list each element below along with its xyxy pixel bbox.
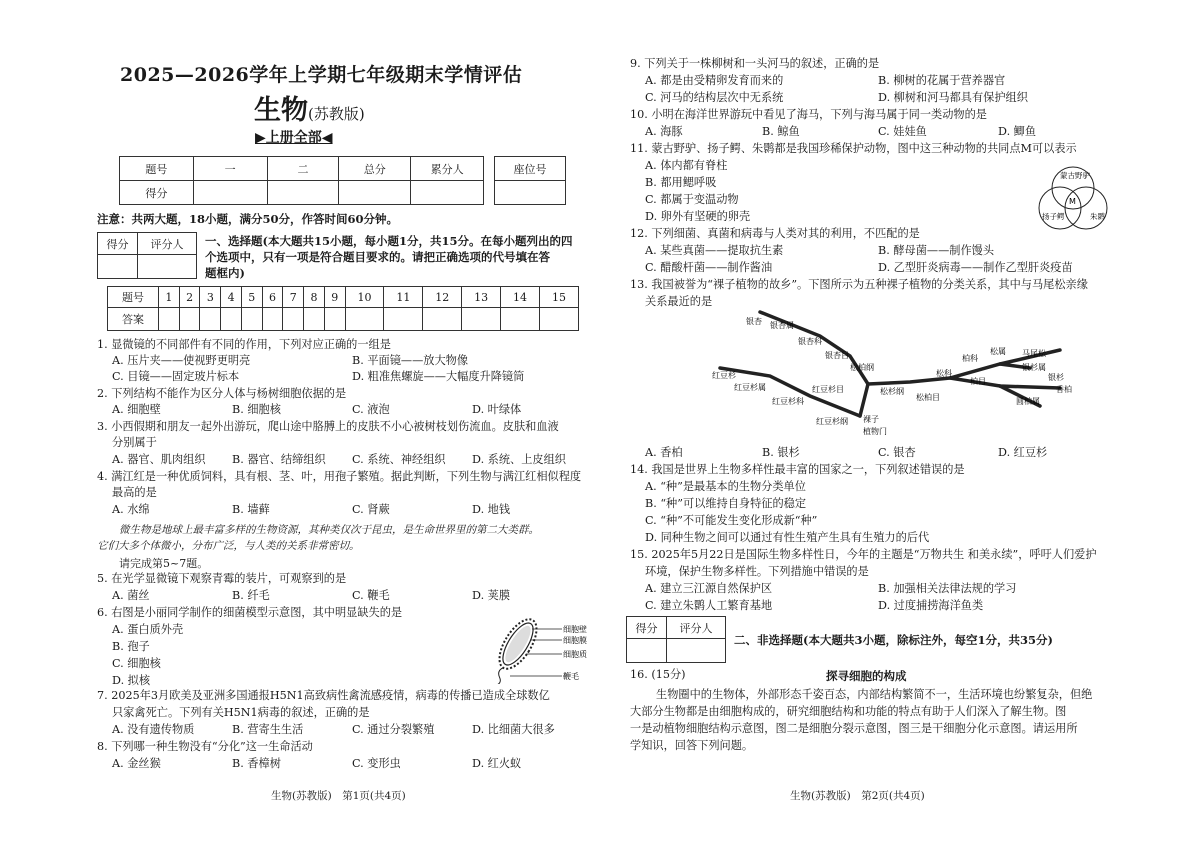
answer-number: 14 bbox=[501, 287, 540, 308]
q11-option-c[interactable]: C. 都属于变温动物 bbox=[645, 193, 739, 206]
tree-label: 柏科 bbox=[962, 354, 978, 363]
q14-option-c[interactable]: C. “种”不可能发生变化形成新“种” bbox=[645, 514, 818, 527]
grader-score-label: 得分 bbox=[627, 617, 667, 639]
q8-option-c[interactable]: C. 变形虫 bbox=[352, 757, 401, 770]
score-table-header: 二 bbox=[267, 157, 339, 181]
q4-option-a[interactable]: A. 水绵 bbox=[112, 503, 150, 516]
q1-option-b[interactable]: B. 平面镜——放大物像 bbox=[352, 354, 469, 367]
venn-label-wild-ass: 蒙古野驴 bbox=[1060, 171, 1090, 180]
tree-label: 红豆杉纲 bbox=[816, 417, 848, 426]
score-table-header: 一 bbox=[193, 157, 267, 181]
answer-cell[interactable] bbox=[384, 308, 423, 331]
right-page bbox=[600, 0, 1200, 849]
q4-option-d[interactable]: D. 地钱 bbox=[472, 503, 511, 516]
q1-option-a[interactable]: A. 压片夹——使视野更明亮 bbox=[112, 354, 251, 367]
q2-option-a[interactable]: A. 细胞壁 bbox=[112, 403, 161, 416]
answer-number: 8 bbox=[304, 287, 325, 308]
question-2: 2. 下列结构不能作为区分人体与杨树细胞依据的是 bbox=[97, 387, 347, 400]
section1-line1: 一、选择题(本大题共15小题，每小题1分，共15分。在每小题列出的四 bbox=[205, 234, 573, 248]
q12-option-d[interactable]: D. 乙型肝炎病毒——制作乙型肝炎疫苗 bbox=[878, 261, 1073, 274]
tree-label: 松杉纲 bbox=[880, 387, 904, 396]
score-table-header: 总分 bbox=[339, 157, 411, 181]
answer-number: 10 bbox=[345, 287, 384, 308]
tree-label: 银杉 bbox=[1048, 373, 1064, 382]
q2-option-b[interactable]: B. 细胞核 bbox=[232, 403, 281, 416]
q7-option-b[interactable]: B. 营寄生生活 bbox=[232, 723, 304, 736]
grader-person-cell[interactable] bbox=[137, 255, 196, 279]
seat-label: 座位号 bbox=[495, 157, 566, 181]
q11-option-b[interactable]: B. 都用鳃呼吸 bbox=[645, 176, 717, 189]
tree-label: 松属 bbox=[990, 347, 1006, 356]
answer-number: 6 bbox=[262, 287, 283, 308]
q10-option-a[interactable]: A. 海豚 bbox=[645, 125, 683, 138]
q4-option-b[interactable]: B. 墙藓 bbox=[232, 503, 270, 516]
answer-cell[interactable] bbox=[501, 308, 540, 331]
q3-option-b[interactable]: B. 器官、结缔组织 bbox=[232, 453, 326, 466]
grader-score-cell[interactable] bbox=[98, 255, 138, 279]
answer-number: 7 bbox=[283, 287, 304, 308]
venn-label-alligator: 扬子鳄 bbox=[1042, 212, 1065, 221]
grader-person-cell[interactable] bbox=[666, 639, 725, 663]
question-7-line2: 只家禽死亡。下列有关H5N1病毒的叙述，正确的是 bbox=[112, 706, 370, 719]
question-12: 12. 下列细菌、真菌和病毒与人类对其的利用，不匹配的是 bbox=[630, 227, 920, 240]
q3-option-d[interactable]: D. 系统、上皮组织 bbox=[472, 453, 566, 466]
label-cell-membrane: 细胞膜 bbox=[563, 636, 587, 645]
question-1: 1. 显微镜的不同部件有不同的作用，下列对应正确的一组是 bbox=[97, 338, 391, 351]
q11-option-a[interactable]: A. 体内都有脊柱 bbox=[645, 159, 728, 172]
tree-label: 银杏科 bbox=[798, 337, 822, 346]
q7-option-c[interactable]: C. 通过分裂繁殖 bbox=[352, 723, 435, 736]
answer-cell[interactable] bbox=[283, 308, 304, 331]
answer-cell[interactable] bbox=[241, 308, 262, 331]
q10-option-b[interactable]: B. 鲸鱼 bbox=[762, 125, 800, 138]
q6-option-d[interactable]: D. 拟核 bbox=[112, 674, 151, 687]
label-cytoplasm: 细胞质 bbox=[563, 650, 587, 659]
tree-label: 柏目 bbox=[970, 377, 986, 386]
q15-option-b[interactable]: B. 加强相关法律法规的学习 bbox=[878, 582, 1017, 595]
q6-option-c[interactable]: C. 细胞核 bbox=[112, 657, 161, 670]
answer-table bbox=[107, 286, 579, 331]
score-cell[interactable] bbox=[339, 181, 411, 205]
answer-cell[interactable] bbox=[423, 308, 462, 331]
label-cell-wall: 细胞壁 bbox=[563, 625, 587, 634]
passage-line1: 微生物是地球上最丰富多样的生物资源，其种类仅次于昆虫，是生命世界里的第二大类群。 bbox=[119, 524, 539, 536]
q9-option-b[interactable]: B. 柳树的花属于营养器官 bbox=[878, 74, 1006, 87]
question-13-line1: 13. 我国被誉为“裸子植物的故乡”。下图所示为五种裸子植物的分类关系，其中与马尾松亲缘 bbox=[630, 278, 1088, 291]
q15-option-d[interactable]: D. 过度捕捞海洋鱼类 bbox=[878, 599, 984, 612]
answer-cell[interactable] bbox=[304, 308, 325, 331]
q10-option-c[interactable]: C. 娃娃鱼 bbox=[878, 125, 927, 138]
question-16-title: 探寻细胞的构成 bbox=[826, 669, 907, 683]
section2-heading: 二、非选择题(本大题共3小题，除标注外，每空1分，共35分) bbox=[734, 633, 1053, 647]
page-footer-1: 生物(苏教版) 第1页(共4页) bbox=[271, 790, 406, 802]
tree-label: 圆柏属 bbox=[1016, 397, 1040, 406]
question-16-line1: 生物圈中的生物体，外部形态千姿百态，内部结构繁简不一，生活环境也纷繁复杂，但绝 bbox=[656, 688, 1093, 701]
q12-option-b[interactable]: B. 酵母菌——制作馒头 bbox=[878, 244, 995, 257]
grader-score-cell[interactable] bbox=[627, 639, 667, 663]
score-cell[interactable] bbox=[193, 181, 267, 205]
tree-label: 银杏 bbox=[746, 317, 762, 326]
page-footer-2: 生物(苏教版) 第2页(共4页) bbox=[790, 790, 925, 802]
grader-person-label: 评分人 bbox=[137, 233, 196, 255]
answer-number: 13 bbox=[462, 287, 501, 308]
score-table-header: 题号 bbox=[120, 157, 194, 181]
tree-label: 红豆杉 bbox=[712, 371, 736, 380]
answer-cell[interactable] bbox=[262, 308, 283, 331]
q3-option-c[interactable]: C. 系统、神经组织 bbox=[352, 453, 446, 466]
tree-label: 红豆杉科 bbox=[772, 397, 804, 406]
q2-option-d[interactable]: D. 叶绿体 bbox=[472, 403, 522, 416]
tree-label: 植物门 bbox=[863, 427, 887, 436]
question-8: 8. 下列哪一种生物没有“分化”这一生命活动 bbox=[97, 740, 313, 753]
q9-option-d[interactable]: D. 柳树和河马都具有保护组织 bbox=[878, 91, 1028, 104]
tree-label: 红豆杉属 bbox=[734, 383, 766, 392]
question-15-line1: 15. 2025年5月22日是国际生物多样性日，今年的主题是“万物共生 和美永续”，呼吁人们爱护 bbox=[630, 548, 1097, 561]
answer-number: 3 bbox=[200, 287, 221, 308]
q1-option-c[interactable]: C. 目镜——固定玻片标本 bbox=[112, 370, 240, 383]
venn-label-ibis: 朱鹮 bbox=[1090, 212, 1105, 221]
tree-label: 松科 bbox=[936, 369, 952, 378]
q13-option-d[interactable]: D. 红豆杉 bbox=[998, 446, 1048, 459]
q8-option-b[interactable]: B. 香樟树 bbox=[232, 757, 281, 770]
q4-option-c[interactable]: C. 肾蕨 bbox=[352, 503, 390, 516]
q3-option-a[interactable]: A. 器官、肌肉组织 bbox=[112, 453, 206, 466]
answer-cell[interactable] bbox=[221, 308, 242, 331]
q13-option-a[interactable]: A. 香柏 bbox=[645, 446, 683, 459]
question-15-line2: 环境，保护生物多样性。下列措施中错误的是 bbox=[645, 565, 869, 578]
question-14: 14. 我国是世界上生物多样性最丰富的国家之一，下列叙述错误的是 bbox=[630, 463, 965, 476]
classification-tree bbox=[700, 306, 1090, 442]
q6-option-b[interactable]: B. 孢子 bbox=[112, 640, 150, 653]
q2-option-c[interactable]: C. 液泡 bbox=[352, 403, 390, 416]
score-cell[interactable] bbox=[411, 181, 484, 205]
question-9: 9. 下列关于一株柳树和一头河马的叙述，正确的是 bbox=[630, 57, 880, 70]
bacteria-model-figure bbox=[480, 612, 590, 684]
question-13-line2: 关系最近的是 bbox=[645, 295, 713, 308]
grader-person-label: 评分人 bbox=[666, 617, 725, 639]
q15-option-a[interactable]: A. 建立三江源自然保护区 bbox=[645, 582, 773, 595]
score-cell[interactable] bbox=[267, 181, 339, 205]
answer-cell[interactable] bbox=[179, 308, 200, 331]
tree-label: 松柏目 bbox=[916, 393, 940, 402]
question-10: 10. 小明在海洋世界游玩中看见了海马，下列与海马属于同一类动物的是 bbox=[630, 108, 987, 121]
answer-cell[interactable] bbox=[345, 308, 384, 331]
q7-option-d[interactable]: D. 比细菌大很多 bbox=[472, 723, 555, 736]
question-16-line4: 学知识，回答下列问题。 bbox=[630, 739, 754, 752]
q6-option-a[interactable]: A. 蛋白质外壳 bbox=[112, 623, 184, 636]
q5-option-b[interactable]: B. 纤毛 bbox=[232, 589, 270, 602]
answer-row-label: 答案 bbox=[108, 308, 159, 331]
q9-option-a[interactable]: A. 都是由受精卵发育而来的 bbox=[645, 74, 784, 87]
notice: 注意：共两大题，18小题，满分50分，作答时间60分钟。 bbox=[97, 212, 399, 226]
tree-label: 马尾松 bbox=[1022, 349, 1046, 358]
question-16-line2: 大部分生物都是由细胞构成的，研究细胞结构和功能的特点有助于人们深入了解生物。图 bbox=[630, 705, 1067, 718]
grader-box-2 bbox=[626, 616, 726, 663]
question-7-line1: 7. 2025年3月欧美及亚洲多国通报H5N1高致病性禽流感疫情，病毒的传播已造成全球数亿 bbox=[97, 689, 550, 702]
answer-cell[interactable] bbox=[200, 308, 221, 331]
question-3-line1: 3. 小西假期和朋友一起外出游玩，爬山途中胳膊上的皮肤不小心被树枝划伤流血。皮肤和血液 bbox=[97, 420, 559, 433]
tree-label: 红豆杉目 bbox=[812, 385, 844, 394]
label-flagellum: 鞭毛 bbox=[563, 672, 579, 681]
tree-label: 银杏属 bbox=[770, 321, 794, 330]
answer-cell[interactable] bbox=[159, 308, 180, 331]
answer-number: 5 bbox=[241, 287, 262, 308]
scope-label: ▶上册全部◀ bbox=[255, 130, 333, 146]
subject-title bbox=[254, 88, 365, 127]
question-4-line2: 最高的是 bbox=[112, 486, 157, 499]
question-5: 5. 在光学显微镜下观察青霉的装片，可观察到的是 bbox=[97, 572, 347, 585]
q12-option-a[interactable]: A. 某些真菌——提取抗生素 bbox=[645, 244, 784, 257]
answer-number: 15 bbox=[539, 287, 578, 308]
q5-option-d[interactable]: D. 荚膜 bbox=[472, 589, 511, 602]
answer-cell[interactable] bbox=[324, 308, 345, 331]
question-16-line3: 一是动植物细胞结构示意图，图二是细胞分裂示意图，图三是干细胞分化示意图。请运用所 bbox=[630, 722, 1078, 735]
answer-number: 4 bbox=[221, 287, 242, 308]
seat-cell[interactable] bbox=[495, 181, 566, 205]
question-16-number: 16. (15分) bbox=[630, 668, 686, 681]
section1-line2: 个选项中，只有一项是符合题目要求的。请把正确选项的代号填在答 bbox=[205, 250, 550, 264]
seat-table bbox=[494, 156, 566, 205]
tree-label: 裸子 bbox=[863, 415, 879, 424]
q13-option-c[interactable]: C. 银杏 bbox=[878, 446, 916, 459]
answer-number: 2 bbox=[179, 287, 200, 308]
tree-label: 银杏目 bbox=[825, 351, 849, 360]
q14-option-b[interactable]: B. “种”可以维持自身特征的稳定 bbox=[645, 497, 807, 510]
q12-option-c[interactable]: C. 醋酸杆菌——制作酱油 bbox=[645, 261, 773, 274]
q11-option-d[interactable]: D. 卵外有坚硬的卵壳 bbox=[645, 210, 751, 223]
section1-line3: 题框内) bbox=[205, 266, 245, 280]
tree-label: 银杉属 bbox=[1022, 363, 1046, 372]
q8-option-a[interactable]: A. 金丝猴 bbox=[112, 757, 161, 770]
score-row-label: 得分 bbox=[120, 181, 194, 205]
subject-name: 生物 bbox=[254, 95, 308, 126]
question-4-line1: 4. 满江红是一种优质饲料，具有根、茎、叶，用孢子繁殖。据此判断，下列生物与满江红相似程度 bbox=[97, 470, 582, 483]
answer-number: 12 bbox=[423, 287, 462, 308]
q14-option-a[interactable]: A. “种”是最基本的生物分类单位 bbox=[645, 480, 806, 493]
question-6: 6. 右图是小丽同学制作的细菌模型示意图，其中明显缺失的是 bbox=[97, 606, 403, 619]
grader-box bbox=[97, 232, 197, 279]
answer-table-header: 题号 bbox=[108, 287, 159, 308]
exam-title: 2025—2026学年上学期七年级期末学情评估 bbox=[120, 64, 523, 86]
tree-label: 松柏纲 bbox=[850, 363, 874, 372]
venn-label-m: M bbox=[1069, 197, 1076, 206]
q5-option-c[interactable]: C. 鞭毛 bbox=[352, 589, 390, 602]
passage-line2: 它们大多个体微小，分布广泛，与人类的关系非常密切。 bbox=[97, 540, 360, 552]
score-table-header: 累分人 bbox=[411, 157, 484, 181]
q14-option-d[interactable]: D. 同种生物之间可以通过有性生殖产生具有生殖力的后代 bbox=[645, 531, 930, 544]
venn-diagram bbox=[1028, 164, 1118, 232]
tree-label: 香柏 bbox=[1056, 385, 1072, 394]
q13-option-b[interactable]: B. 银杉 bbox=[762, 446, 800, 459]
q10-option-d[interactable]: D. 鲫鱼 bbox=[998, 125, 1037, 138]
passage-line3: 请完成第5~7题。 bbox=[119, 557, 209, 570]
q7-option-a[interactable]: A. 没有遗传物质 bbox=[112, 723, 195, 736]
q9-option-c[interactable]: C. 河马的结构层次中无系统 bbox=[645, 91, 784, 104]
grader-score-label: 得分 bbox=[98, 233, 138, 255]
q1-option-d[interactable]: D. 粗准焦螺旋——大幅度升降镜筒 bbox=[352, 370, 525, 383]
answer-number: 9 bbox=[324, 287, 345, 308]
answer-cell[interactable] bbox=[462, 308, 501, 331]
question-3-line2: 分别属于 bbox=[112, 436, 157, 449]
answer-cell[interactable] bbox=[539, 308, 578, 331]
q8-option-d[interactable]: D. 红火蚁 bbox=[472, 757, 522, 770]
q5-option-a[interactable]: A. 菌丝 bbox=[112, 589, 150, 602]
score-table bbox=[119, 156, 484, 205]
question-11: 11. 蒙古野驴、扬子鳄、朱鹮都是我国珍稀保护动物，图中这三种动物的共同点M可以表示 bbox=[630, 142, 1077, 155]
q15-option-c[interactable]: C. 建立朱鹮人工繁育基地 bbox=[645, 599, 773, 612]
edition-label: (苏教版) bbox=[308, 105, 365, 123]
answer-number: 1 bbox=[159, 287, 180, 308]
answer-number: 11 bbox=[384, 287, 423, 308]
